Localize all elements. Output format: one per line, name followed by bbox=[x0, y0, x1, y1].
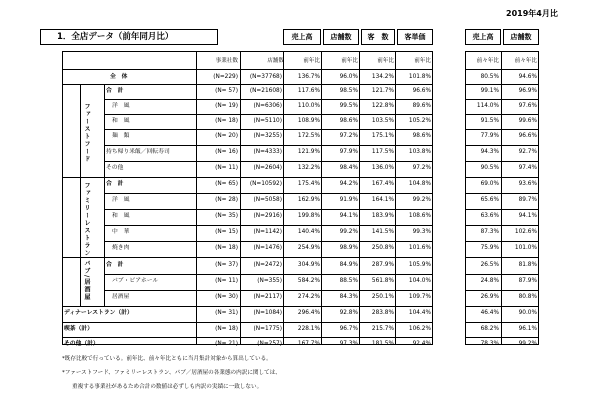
colhdr-yoy-stores: 前年比 bbox=[341, 58, 358, 64]
cell-side-stores: 94.6% bbox=[518, 74, 537, 80]
side-header-sales: 売上高 bbox=[465, 29, 501, 45]
table-row bbox=[0, 193, 600, 208]
table-row bbox=[0, 84, 600, 99]
grid-line-h bbox=[62, 177, 433, 178]
cell-unit-price: 105.2% bbox=[408, 118, 431, 124]
row-label: 持ち帰り米飯／回転寿司 bbox=[106, 149, 170, 155]
cell-companies: (N=229) bbox=[213, 74, 238, 80]
grid-line-h bbox=[62, 84, 433, 85]
grid-line-v bbox=[104, 84, 105, 306]
cell-sales: 199.8% bbox=[297, 213, 320, 219]
category-pub-izakaya: パブ/居酒屋 bbox=[83, 260, 90, 302]
cell-customers: 167.4% bbox=[371, 181, 394, 187]
cell-side-sales: 65.6% bbox=[480, 197, 499, 203]
header-unit-price: 客単価 bbox=[397, 29, 433, 45]
cell-stores: (N=1142) bbox=[253, 229, 282, 235]
grid-line-h bbox=[104, 274, 433, 275]
cell-customers: 122.8% bbox=[371, 103, 394, 109]
cell-side-stores: 92.7% bbox=[518, 149, 537, 155]
cell-customers: 250.8% bbox=[371, 245, 394, 251]
grid-line-h bbox=[465, 241, 539, 242]
cell-store-ratio: 98.5% bbox=[339, 88, 358, 94]
table-row bbox=[0, 258, 600, 273]
grid-line-v bbox=[321, 51, 322, 345]
cell-sales: 108.9% bbox=[297, 118, 320, 124]
colhdr-companies: 事業社数 bbox=[215, 58, 238, 64]
grid-line-v bbox=[283, 51, 284, 345]
cell-side-sales: 68.2% bbox=[480, 326, 499, 332]
colhdr-yoy2-stores: 前々年比 bbox=[514, 58, 537, 64]
row-label: その他 bbox=[106, 165, 124, 171]
cell-side-sales: 99.1% bbox=[480, 88, 499, 94]
grid-line-h bbox=[465, 274, 539, 275]
cell-sales: 132.2% bbox=[297, 165, 320, 171]
cell-side-sales: 114.0% bbox=[476, 103, 499, 109]
cell-unit-price: 99.2% bbox=[412, 197, 431, 203]
cell-companies: (N= 35) bbox=[215, 213, 238, 219]
table-row bbox=[0, 177, 600, 192]
cell-customers: 561.8% bbox=[371, 278, 394, 284]
cell-companies: (N= 11) bbox=[215, 165, 238, 171]
row-label: 焼き肉 bbox=[112, 245, 130, 251]
cell-sales: 117.6% bbox=[297, 88, 320, 94]
cell-side-stores: 90.0% bbox=[518, 310, 537, 316]
cell-sales: 172.5% bbox=[297, 133, 320, 139]
cell-unit-price: 104.0% bbox=[408, 278, 431, 284]
cell-store-ratio: 99.5% bbox=[339, 103, 358, 109]
cell-side-sales: 90.5% bbox=[480, 165, 499, 171]
category-fastfood: ファーストフード bbox=[83, 103, 90, 163]
table-row bbox=[0, 225, 600, 240]
footnote-2: *ファーストフード、ファミリーレストラン、パブ／居酒屋の各業態の内訳に関しては、 bbox=[62, 370, 281, 376]
cell-unit-price: 98.6% bbox=[412, 133, 431, 139]
cell-store-ratio: 96.0% bbox=[339, 74, 358, 80]
row-label: 洋 風 bbox=[112, 197, 130, 203]
grid-line-h bbox=[62, 69, 433, 70]
cell-companies: (N= 18) bbox=[215, 326, 238, 332]
row-label: 和 風 bbox=[112, 118, 130, 124]
cell-side-sales: 46.4% bbox=[480, 310, 499, 316]
cell-unit-price: 104.4% bbox=[408, 310, 431, 316]
cell-side-sales: 87.3% bbox=[480, 229, 499, 235]
grid-line-h bbox=[62, 322, 433, 323]
cell-side-stores: 89.7% bbox=[518, 197, 537, 203]
cell-unit-price: 108.6% bbox=[408, 213, 431, 219]
table-row bbox=[0, 129, 600, 144]
grid-line-h bbox=[465, 193, 539, 194]
cell-sales: 110.0% bbox=[297, 103, 320, 109]
cell-store-ratio: 97.9% bbox=[339, 149, 358, 155]
row-label: 麺 類 bbox=[112, 133, 130, 139]
cell-side-sales: 80.5% bbox=[480, 74, 499, 80]
table-row bbox=[0, 161, 600, 176]
cell-unit-price: 109.7% bbox=[408, 294, 431, 300]
cell-stores: (N=10592) bbox=[249, 181, 282, 187]
cell-companies: (N= 15) bbox=[215, 229, 238, 235]
cell-side-stores: 96.6% bbox=[518, 133, 537, 139]
table-row bbox=[0, 322, 600, 337]
cell-companies: (N= 18) bbox=[215, 118, 238, 124]
cell-customers: 283.8% bbox=[371, 310, 394, 316]
cell-store-ratio: 98.4% bbox=[339, 165, 358, 171]
grid-line-v bbox=[501, 51, 502, 345]
cell-side-stores: 94.1% bbox=[518, 213, 537, 219]
cell-unit-price: 105.9% bbox=[408, 262, 431, 268]
cell-side-stores: 99.6% bbox=[518, 118, 537, 124]
section-title: 1．全店データ（前年同月比） bbox=[40, 29, 218, 45]
grid-line-h bbox=[104, 129, 433, 130]
cell-companies: (N= 37) bbox=[215, 262, 238, 268]
cell-customers: 121.7% bbox=[371, 88, 394, 94]
cell-unit-price: 106.2% bbox=[408, 326, 431, 332]
cell-sales: 121.9% bbox=[297, 149, 320, 155]
cell-stores: (N=5110) bbox=[253, 118, 282, 124]
cell-companies: (N= 57) bbox=[215, 88, 238, 94]
grid-line-h bbox=[465, 225, 539, 226]
cell-stores: (N=2604) bbox=[253, 165, 282, 171]
grid-line-h bbox=[465, 337, 539, 338]
cell-unit-price: 101.8% bbox=[408, 74, 431, 80]
grid-line-h bbox=[104, 145, 433, 146]
cell-customers: 164.1% bbox=[371, 197, 394, 203]
grid-line-v bbox=[80, 84, 81, 306]
row-label: その他（計） bbox=[64, 341, 99, 347]
row-label: 合 計 bbox=[106, 88, 124, 94]
row-label: 合 計 bbox=[106, 262, 124, 268]
cell-stores: (N=355) bbox=[257, 278, 282, 284]
cell-side-stores: 96.1% bbox=[518, 326, 537, 332]
cell-unit-price: 104.8% bbox=[408, 181, 431, 187]
cell-sales: 136.7% bbox=[297, 74, 320, 80]
grid-line-h bbox=[465, 161, 539, 162]
cell-companies: (N= 28) bbox=[215, 197, 238, 203]
row-label: 洋 風 bbox=[112, 103, 130, 109]
cell-store-ratio: 96.7% bbox=[339, 326, 358, 332]
cell-stores: (N=257) bbox=[257, 341, 282, 347]
cell-store-ratio: 94.2% bbox=[339, 181, 358, 187]
cell-stores: (N=3255) bbox=[253, 133, 282, 139]
header-stores: 店舗数 bbox=[323, 29, 359, 45]
cell-unit-price: 97.2% bbox=[412, 165, 431, 171]
grid-line-h bbox=[62, 337, 433, 338]
cell-stores: (N=6306) bbox=[253, 103, 282, 109]
cell-side-stores: 97.4% bbox=[518, 165, 537, 171]
cell-stores: (N=2916) bbox=[253, 213, 282, 219]
table-row bbox=[0, 337, 600, 352]
row-label: ディナーレストラン（計） bbox=[64, 310, 133, 316]
cell-sales: 274.2% bbox=[297, 294, 320, 300]
cell-customers: 117.5% bbox=[371, 149, 394, 155]
cell-sales: 304.9% bbox=[297, 262, 320, 268]
cell-stores: (N=2117) bbox=[253, 294, 282, 300]
cell-customers: 287.9% bbox=[371, 262, 394, 268]
grid-line-h bbox=[62, 306, 433, 307]
cell-unit-price: 96.6% bbox=[412, 88, 431, 94]
grid-line-h bbox=[104, 209, 433, 210]
row-label: 全 体 bbox=[110, 74, 128, 80]
cell-companies: (N= 16) bbox=[215, 149, 238, 155]
grid-line-h bbox=[62, 257, 433, 258]
cell-store-ratio: 99.2% bbox=[339, 229, 358, 235]
cell-sales: 175.4% bbox=[297, 181, 320, 187]
cell-side-sales: 24.8% bbox=[480, 278, 499, 284]
colhdr-yoy2-sales: 前々年比 bbox=[476, 58, 499, 64]
cell-companies: (N= 31) bbox=[215, 310, 238, 316]
cell-side-sales: 91.5% bbox=[480, 118, 499, 124]
cell-side-sales: 69.0% bbox=[480, 181, 499, 187]
cell-side-stores: 96.9% bbox=[518, 88, 537, 94]
cell-side-stores: 81.8% bbox=[518, 262, 537, 268]
cell-side-stores: 80.8% bbox=[518, 294, 537, 300]
cell-side-stores: 97.6% bbox=[518, 103, 537, 109]
row-label: 居酒屋 bbox=[112, 294, 130, 300]
cell-store-ratio: 84.3% bbox=[339, 294, 358, 300]
cell-side-stores: 101.0% bbox=[514, 245, 537, 251]
header-sales: 売上高 bbox=[283, 29, 321, 45]
cell-unit-price: 101.6% bbox=[408, 245, 431, 251]
cell-store-ratio: 92.8% bbox=[339, 310, 358, 316]
table-row bbox=[0, 70, 600, 85]
grid-line-v bbox=[196, 51, 197, 345]
table-row bbox=[0, 290, 600, 305]
cell-side-sales: 77.9% bbox=[480, 133, 499, 139]
cell-side-sales: 26.9% bbox=[480, 294, 499, 300]
cell-side-sales: 78.3% bbox=[480, 341, 499, 347]
grid-line-h bbox=[465, 306, 539, 307]
cell-store-ratio: 97.3% bbox=[339, 341, 358, 347]
cell-store-ratio: 97.2% bbox=[339, 133, 358, 139]
table-row bbox=[0, 306, 600, 321]
cell-stores: (N=5058) bbox=[253, 197, 282, 203]
table-row bbox=[0, 209, 600, 224]
cell-customers: 183.9% bbox=[371, 213, 394, 219]
grid-line-h bbox=[465, 145, 539, 146]
cell-stores: (N=1775) bbox=[253, 326, 282, 332]
row-label: 合 計 bbox=[106, 181, 124, 187]
table-row bbox=[0, 114, 600, 129]
cell-customers: 181.5% bbox=[371, 341, 394, 347]
grid-line-h bbox=[104, 193, 433, 194]
cell-unit-price: 89.6% bbox=[412, 103, 431, 109]
cell-stores: (N=1084) bbox=[253, 310, 282, 316]
cell-sales: 140.4% bbox=[297, 229, 320, 235]
table-row bbox=[0, 274, 600, 289]
cell-customers: 134.2% bbox=[371, 74, 394, 80]
cell-customers: 175.1% bbox=[371, 133, 394, 139]
cell-companies: (N= 11) bbox=[215, 278, 238, 284]
colhdr-store-count: 店舗数 bbox=[267, 58, 284, 64]
colhdr-yoy-sales: 前年比 bbox=[303, 58, 320, 64]
header-customers: 客 数 bbox=[361, 29, 395, 45]
grid-line-h bbox=[465, 99, 539, 100]
grid-line-h bbox=[465, 322, 539, 323]
grid-line-h bbox=[465, 84, 539, 85]
cell-customers: 215.7% bbox=[371, 326, 394, 332]
table-row bbox=[0, 241, 600, 256]
grid-line-h bbox=[104, 114, 433, 115]
grid-line-v bbox=[240, 51, 241, 345]
cell-side-sales: 26.5% bbox=[480, 262, 499, 268]
row-label: パブ・ビアホール bbox=[112, 278, 159, 284]
row-label: 中 華 bbox=[112, 229, 130, 235]
cell-stores: (N=1476) bbox=[253, 245, 282, 251]
grid-line-h bbox=[104, 241, 433, 242]
grid-line-h bbox=[465, 209, 539, 210]
cell-side-stores: 87.9% bbox=[518, 278, 537, 284]
grid-line-h bbox=[465, 257, 539, 258]
grid-line-h bbox=[465, 290, 539, 291]
cell-sales: 584.2% bbox=[297, 278, 320, 284]
cell-customers: 250.1% bbox=[371, 294, 394, 300]
cell-stores: (N=37768) bbox=[249, 74, 282, 80]
cell-companies: (N= 19) bbox=[215, 103, 238, 109]
cell-stores: (N=21608) bbox=[249, 88, 282, 94]
cell-side-sales: 63.6% bbox=[480, 213, 499, 219]
cell-sales: 162.9% bbox=[297, 197, 320, 203]
grid-line-h bbox=[104, 99, 433, 100]
cell-companies: (N= 18) bbox=[215, 245, 238, 251]
cell-side-sales: 94.3% bbox=[480, 149, 499, 155]
cell-stores: (N=4333) bbox=[253, 149, 282, 155]
category-family-restaurant: ファミリーレストラン bbox=[83, 181, 90, 257]
grid-line-h bbox=[104, 225, 433, 226]
cell-store-ratio: 98.6% bbox=[339, 118, 358, 124]
cell-companies: (N= 20) bbox=[215, 133, 238, 139]
cell-store-ratio: 98.9% bbox=[339, 245, 358, 251]
grid-line-h bbox=[104, 161, 433, 162]
footnote-3: 重複する事業社があるため合計の数値は必ずしも内訳の実績に一致しない。 bbox=[72, 384, 263, 390]
cell-unit-price: 92.4% bbox=[412, 341, 431, 347]
cell-sales: 228.1% bbox=[297, 326, 320, 332]
grid-line-h bbox=[465, 177, 539, 178]
cell-stores: (N=2472) bbox=[253, 262, 282, 268]
row-label: 和 風 bbox=[112, 213, 130, 219]
cell-unit-price: 99.3% bbox=[412, 229, 431, 235]
cell-sales: 167.7% bbox=[297, 341, 320, 347]
table-row bbox=[0, 145, 600, 160]
row-label: 喫茶（計） bbox=[64, 326, 93, 332]
footnote-1: *既存比較で行っている。前年比、前々年比ともに当月集計対象から算出している。 bbox=[62, 356, 272, 362]
report-date: 2019年4月比 bbox=[506, 9, 558, 18]
grid-line-h bbox=[104, 290, 433, 291]
cell-side-stores: 99.2% bbox=[518, 341, 537, 347]
grid-line-h bbox=[465, 69, 539, 70]
cell-customers: 103.5% bbox=[371, 118, 394, 124]
grid-line-h bbox=[465, 129, 539, 130]
cell-companies: (N= 65) bbox=[215, 181, 238, 187]
grid-line-v bbox=[359, 51, 360, 345]
cell-store-ratio: 88.5% bbox=[339, 278, 358, 284]
cell-store-ratio: 94.1% bbox=[339, 213, 358, 219]
cell-customers: 136.0% bbox=[371, 165, 394, 171]
colhdr-yoy-unit-price: 前年比 bbox=[414, 58, 431, 64]
cell-sales: 254.9% bbox=[297, 245, 320, 251]
colhdr-yoy-customers: 前年比 bbox=[377, 58, 394, 64]
cell-side-stores: 102.6% bbox=[514, 229, 537, 235]
grid-line-v bbox=[395, 51, 396, 345]
grid-line-h bbox=[465, 114, 539, 115]
cell-store-ratio: 84.9% bbox=[339, 262, 358, 268]
cell-unit-price: 103.8% bbox=[408, 149, 431, 155]
cell-customers: 141.5% bbox=[371, 229, 394, 235]
cell-companies: (N= 21) bbox=[215, 341, 238, 347]
cell-side-sales: 75.9% bbox=[480, 245, 499, 251]
side-header-stores: 店舗数 bbox=[503, 29, 539, 45]
cell-companies: (N= 30) bbox=[215, 294, 238, 300]
cell-sales: 296.4% bbox=[297, 310, 320, 316]
cell-side-stores: 93.6% bbox=[518, 181, 537, 187]
table-row bbox=[0, 99, 600, 114]
cell-store-ratio: 91.9% bbox=[339, 197, 358, 203]
